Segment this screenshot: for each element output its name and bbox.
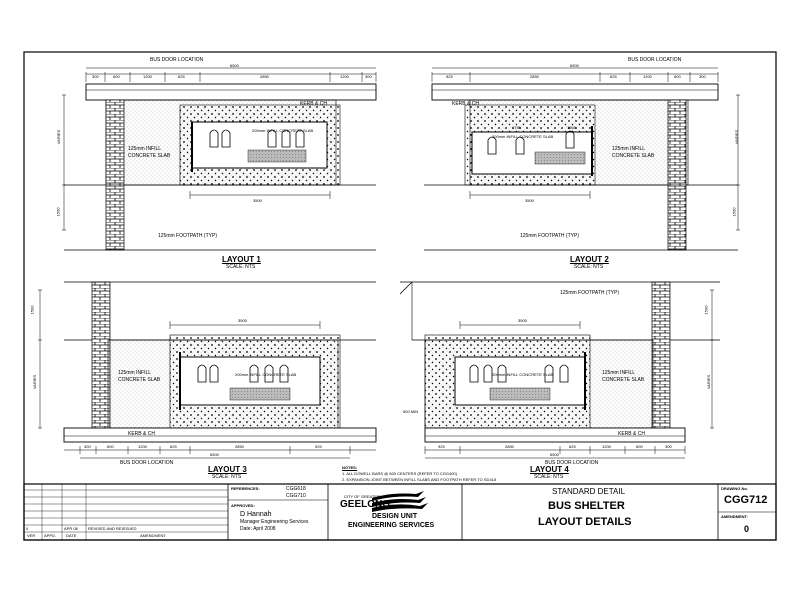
layout-1-dim: 1200 (143, 74, 152, 79)
layout-1-footpath: 125mm FOOTPATH (TYP) (158, 233, 217, 239)
layout-4-footpath: 125mm FOOTPATH (TYP) (560, 290, 619, 296)
layout-3-infill: 200mm INFILL CONCRETE SLAB (235, 372, 297, 377)
drawing-number: CGG712 (724, 494, 768, 506)
layout-2-dim: 625 (610, 74, 617, 79)
layout-2-footpath: 125mm FOOTPATH (TYP) (520, 233, 579, 239)
layout-1-varies: VARIES (56, 129, 62, 145)
drawing-standard: STANDARD DETAIL (552, 487, 626, 496)
rev-header-date: DATE (66, 533, 77, 538)
layout-4-dim: 2850 (505, 444, 514, 449)
layout-2-kerb: KERB & CH (452, 101, 479, 107)
layout-4-dim: 300 (665, 444, 672, 449)
layout-2-side-dim: 1500 (731, 207, 737, 217)
drawing-number-label: DRAWING No. (721, 486, 748, 491)
layout-1-overall-dim: 6500 (230, 63, 239, 68)
layout-3-dim: 625 (170, 444, 177, 449)
layout-1-title: LAYOUT 1 (222, 255, 261, 264)
layout-3-dim: 925 (315, 444, 322, 449)
layout-2-overall-dim: 6500 (570, 63, 579, 68)
rev-amendment: REVISED AND REISSUED (88, 526, 137, 531)
layout-3-title: LAYOUT 3 (208, 465, 247, 474)
layout-1-side-dim: 1500 (55, 207, 61, 217)
notes-heading: NOTES: (342, 465, 358, 470)
layout-3-varies: VARIES (32, 374, 38, 390)
drawing-title-line2: LAYOUT DETAILS (538, 516, 632, 528)
layout-3-bus-door: BUS DOOR LOCATION (120, 460, 174, 466)
layout-3-overall-dim: 6500 (210, 452, 219, 457)
layout-3-dim: 600 (107, 444, 114, 449)
layout-4-extra-dim: 500 MIN (403, 409, 419, 414)
layout-4-top-dim: 3500 (518, 318, 527, 323)
reference-item: CGG710 (286, 493, 306, 499)
rev-header-ver: VER (27, 533, 36, 538)
rev-date: APR 08 (64, 526, 78, 531)
layout-1-dim: 300 (365, 74, 372, 79)
note-item: 2. EXPANSION JOINT BETWEEN INFILL SLABS AND FOOTPATH REFER TO SD418 (342, 477, 497, 482)
layout-4-side-dim: 1500 (703, 305, 709, 315)
layout-3-slab: 125mm INFILL CONCRETE SLAB (118, 370, 161, 383)
layout-1-dim: 2850 (260, 74, 269, 79)
layout-2-drawing (424, 68, 740, 250)
layout-1-bus-door: BUS DOOR LOCATION (150, 57, 204, 63)
layout-2-slab: 125mm INFILL CONCRETE SLAB (612, 146, 655, 159)
layout-1-dim: 600 (113, 74, 120, 79)
layout-1-kerb: KERB & CH (300, 101, 327, 107)
references-label: REFERENCES: (231, 486, 260, 491)
layout-3-dim: 300 (84, 444, 91, 449)
layout-2-top-dim: 1750 (512, 125, 521, 130)
layout-4-slab: 125mm INFILL CONCRETE SLAB (602, 370, 645, 383)
note-item: 1. ALL DOWELL BARS @ 600 CENTERS (REFER TO CGG400) (342, 471, 457, 476)
org-city: CITY OF GREATER (344, 494, 380, 499)
layout-3-dim: 2850 (235, 444, 244, 449)
layout-2-scale: SCALE: NTS (574, 264, 604, 270)
layout-2-infill: 200mm INFILL CONCRETE SLAB (492, 134, 554, 139)
layout-3-kerb: KERB & CH (128, 431, 155, 437)
layout-4-dim: 625 (569, 444, 576, 449)
amendment-label: AMENDMENT: (721, 514, 748, 519)
layout-1-slab: 125mm INFILL CONCRETE SLAB (128, 146, 171, 159)
layout-2-dim: 600 (674, 74, 681, 79)
layout-2-varies: VARIES (734, 129, 740, 145)
org-unit-line1: DESIGN UNIT (372, 513, 418, 520)
layout-4-scale: SCALE: NTS (534, 474, 564, 480)
layout-2-dim: 1200 (643, 74, 652, 79)
rev-header-appd: APPD. (44, 533, 57, 538)
layout-3-drawing (38, 282, 376, 458)
layout-1-bottom-dim: 3500 (253, 198, 262, 203)
layout-3-top-dim: 3500 (238, 318, 247, 323)
rev-header-amendment: AMENDMENT (140, 533, 166, 538)
approver-date: Date: April 2008 (240, 526, 276, 532)
layout-4-bus-door: BUS DOOR LOCATION (545, 460, 599, 466)
amendment-number: 0 (744, 524, 750, 534)
approver-role: Manager Engineering Services (240, 519, 309, 525)
approver-name: D Hannah (240, 511, 272, 518)
layout-3-scale: SCALE: NTS (212, 474, 242, 480)
layout-2-top-dim: 1565 (567, 125, 576, 130)
layout-2-bus-door: BUS DOOR LOCATION (628, 57, 682, 63)
layout-1-infill: 200mm INFILL CONCRETE SLAB (252, 128, 314, 133)
layout-2-title: LAYOUT 2 (570, 255, 609, 264)
layout-4-title: LAYOUT 4 (530, 465, 569, 474)
layout-3-side-dim: 1500 (29, 305, 35, 315)
approved-label: APPROVED: (231, 503, 255, 508)
layout-4-dim: 600 (636, 444, 643, 449)
layout-3-dim: 1200 (138, 444, 147, 449)
rev-version: 0 (26, 526, 29, 531)
layout-4-dim: 1200 (602, 444, 611, 449)
org-unit-line2: ENGINEERING SERVICES (348, 522, 435, 529)
layout-4-drawing (400, 282, 720, 458)
layout-1-dim: 625 (178, 74, 185, 79)
layout-2-bottom-dim: 3500 (525, 198, 534, 203)
title-block-grid (24, 484, 776, 540)
layout-2-dim: 2850 (530, 74, 539, 79)
layout-2-dim: 300 (699, 74, 706, 79)
reference-item: CGG618 (286, 486, 306, 492)
layout-1-dim: 1200 (340, 74, 349, 79)
org-name: GEELONG (340, 499, 391, 510)
layout-1-scale: SCALE: NTS (226, 264, 256, 270)
drawing-title-line1: BUS SHELTER (548, 500, 625, 512)
layout-2-dim: 925 (446, 74, 453, 79)
layout-4-kerb: KERB & CH (618, 431, 645, 437)
layout-1-dim: 300 (92, 74, 99, 79)
layout-4-overall-dim: 6500 (550, 452, 559, 457)
layout-4-infill: 200mm INFILL CONCRETE SLAB (492, 372, 554, 377)
layout-4-varies: VARIES (706, 374, 712, 390)
layout-1-drawing (62, 68, 376, 250)
layout-4-dim: 925 (438, 444, 445, 449)
